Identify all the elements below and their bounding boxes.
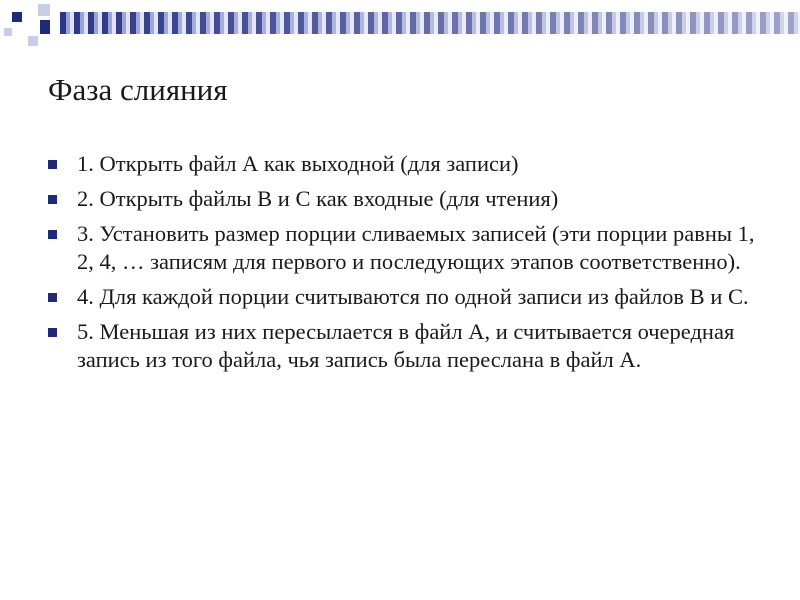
square-bullet-icon	[48, 293, 57, 302]
list-item	[48, 318, 758, 374]
list-item	[48, 220, 758, 276]
list-item	[48, 150, 758, 178]
bullet-list	[48, 150, 758, 381]
square-bullet-icon	[48, 230, 57, 239]
square-bullet-icon	[48, 195, 57, 204]
list-item-text: 1. Открыть файл А как выходной (для записи)	[77, 151, 519, 176]
list-item-text: 2. Открыть файлы B и C как входные (для чтения)	[77, 186, 559, 211]
square-bullet-icon	[48, 328, 57, 337]
list-item	[48, 185, 758, 213]
list-item	[48, 283, 758, 311]
list-item-text: 3. Установить размер порции сливаемых записей (эти порции равны 1, 2, 4, … записям для первого и последующих этапов соответственно).	[77, 221, 755, 274]
list-item-text: 4. Для каждой порции считываются по одной записи из файлов B и C.	[77, 284, 749, 309]
decorative-square	[4, 28, 12, 36]
decorative-square	[38, 4, 50, 16]
square-bullet-icon	[48, 160, 57, 169]
decorative-header-bar	[0, 0, 800, 50]
decorative-square	[28, 36, 38, 46]
decorative-square	[12, 12, 22, 22]
decorative-square	[40, 20, 50, 34]
list-item-text: 5. Меньшая из них пересылается в файл A, и считывается очередная запись из того файла, чья запись была переслана в файл A.	[77, 319, 735, 372]
slide-title: Фаза слияния	[48, 72, 228, 107]
